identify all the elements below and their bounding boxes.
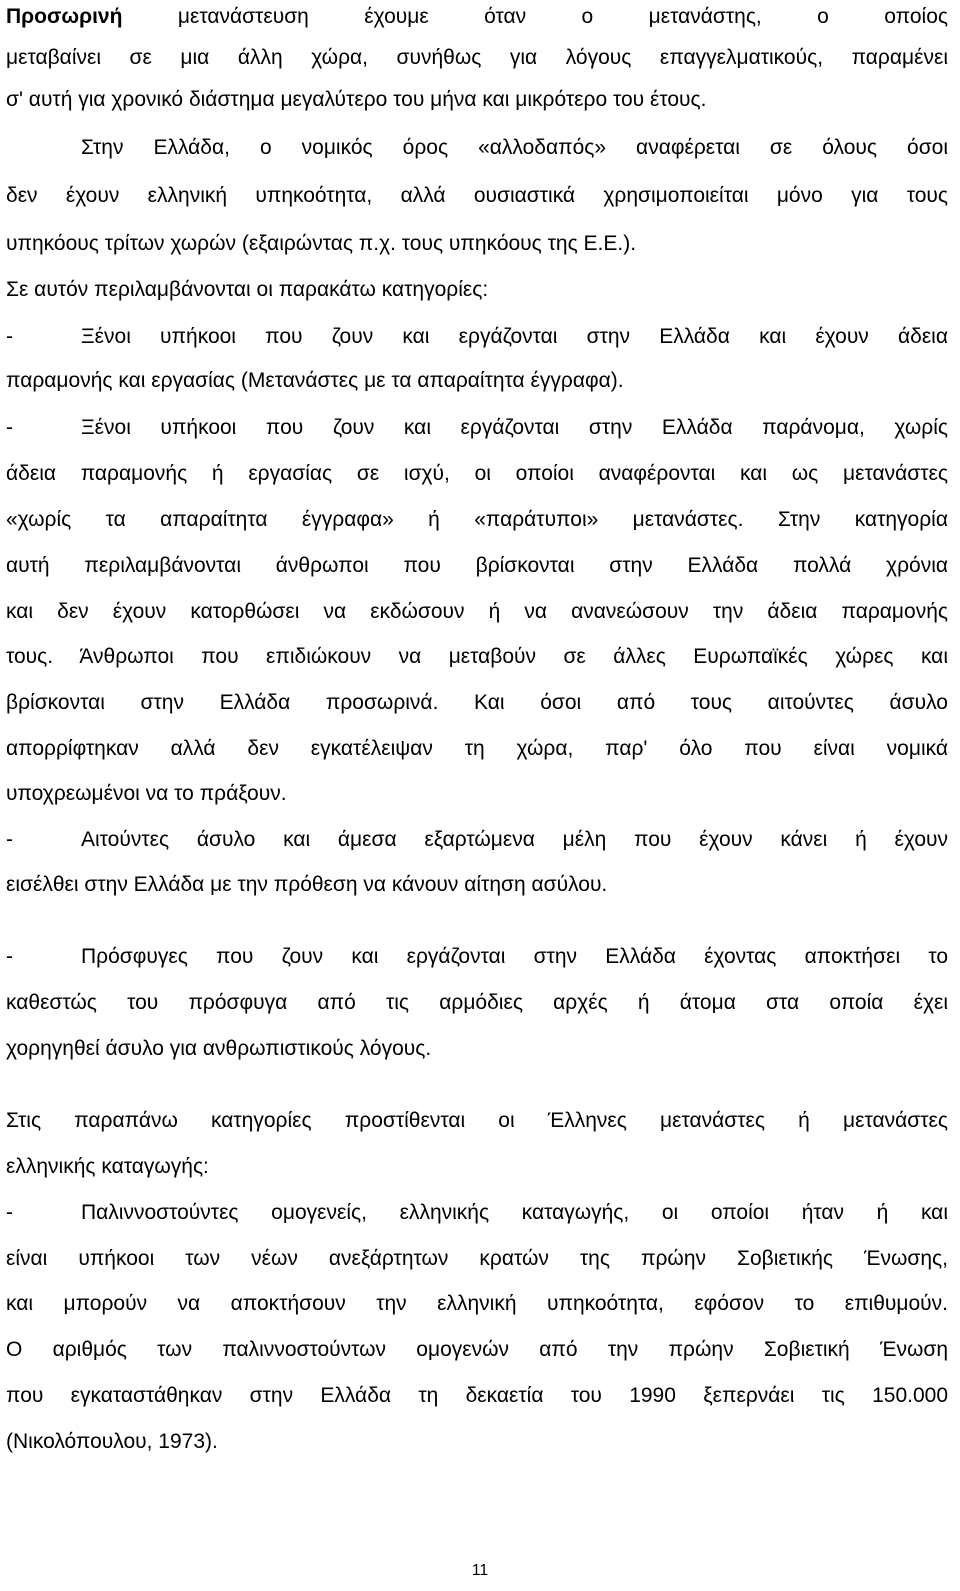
text-line: άδεια παραμονής ή εργασίας σε ισχύ, οι οποίοι αναφέρονται και ως μετανάστες — [6, 462, 948, 485]
list-item: - Ξένοι υπήκοοι που ζουν και εργάζονται στην Ελλάδα παράνομα, χωρίς — [6, 413, 948, 443]
text-line: «χωρίς τα απαραίτητα έγγραφα» ή «παράτυποι» μετανάστες. Στην κατηγορία — [6, 508, 948, 531]
text-line: Σε αυτόν περιλαμβάνονται οι παρακάτω κατηγορίες: — [6, 278, 489, 301]
text-line: Ο αριθμός των παλιννοστούντων ομογενών από την πρώην Σοβιετική Ένωση — [6, 1338, 948, 1361]
list-item: - Πρόσφυγες που ζουν και εργάζονται στην Ελλάδα έχοντας αποκτήσει το — [6, 942, 948, 972]
text-line: ελληνικής καταγωγής: — [6, 1155, 209, 1178]
bullet-dash: - — [6, 828, 13, 851]
page-number: 11 — [471, 1562, 489, 1579]
bullet-dash: - — [6, 945, 13, 968]
bullet-dash: - — [6, 416, 13, 439]
text-line: (Νικολόπουλου, 1973). — [6, 1430, 218, 1453]
list-item: - Αιτούντες άσυλο και άμεσα εξαρτώμενα μέλη που έχουν κάνει ή έχουν — [6, 825, 948, 855]
text-line: υπηκόους τρίτων χωρών (εξαιρώντας π.χ. τους υπηκόους της Ε.Ε.). — [6, 232, 637, 255]
text-line: απορρίφτηκαν αλλά δεν εγκατέλειψαν τη χώρα, παρ' όλο που είναι νομικά — [6, 737, 948, 760]
text-line: και μπορούν να αποκτήσουν την ελληνική υπηκοότητα, εφόσον το επιθυμούν. — [6, 1292, 948, 1315]
text-line: μεταβαίνει σε μια άλλη χώρα, συνήθως για λόγους επαγγελματικούς, παραμένει — [6, 46, 948, 69]
text-line: χορηγηθεί άσυλο για ανθρωπιστικούς λόγους. — [6, 1037, 432, 1060]
text-line: και δεν έχουν κατορθώσει να εκδώσουν ή να ανανεώσουν την άδεια παραμονής — [6, 600, 948, 623]
bullet-dash: - — [6, 1201, 13, 1224]
list-item: - Παλιννοστούντες ομογενείς, ελληνικής καταγωγής, οι οποίοι ήταν ή και — [6, 1198, 948, 1228]
bold-term: Προσωρινή — [6, 5, 123, 28]
text-line: βρίσκονται στην Ελλάδα προσωρινά. Και όσοι από τους αιτούντες άσυλο — [6, 691, 948, 714]
text-line: αυτή περιλαμβάνονται άνθρωποι που βρίσκονται στην Ελλάδα πολλά χρόνια — [6, 554, 948, 577]
text-line: που εγκαταστάθηκαν στην Ελλάδα τη δεκαετία του 1990 ξεπερνάει τις 150.000 — [6, 1384, 948, 1407]
list-item: - Ξένοι υπήκοοι που ζουν και εργάζονται στην Ελλάδα και έχουν άδεια — [6, 322, 948, 352]
text-line: Στην Ελλάδα, ο νομικός όρος «αλλοδαπός» αναφέρεται σε όλους όσοι — [81, 136, 948, 159]
text-line: Στις παραπάνω κατηγορίες προστίθενται οι Έλληνες μετανάστες ή μετανάστες — [6, 1109, 948, 1132]
text-line: είναι υπήκοοι των νέων ανεξάρτητων κρατών της πρώην Σοβιετικής Ένωσης, — [6, 1247, 948, 1270]
text-line: καθεστώς του πρόσφυγα από τις αρμόδιες αρχές ή άτομα στα οποία έχει — [6, 991, 948, 1014]
bullet-dash: - — [6, 325, 13, 348]
text-line: υποχρεωμένοι να το πράξουν. — [6, 782, 287, 805]
text-line: εισέλθει στην Ελλάδα με την πρόθεση να κάνουν αίτηση ασύλου. — [6, 873, 608, 896]
text-line: τους. Άνθρωποι που επιδιώκουν να μεταβούν σε άλλες Ευρωπαϊκές χώρες και — [6, 645, 948, 668]
text-line: δεν έχουν ελληνική υπηκοότητα, αλλά ουσιαστικά χρησιμοποιείται μόνο για τους — [6, 184, 948, 207]
text-line: Προσωρινή μετανάστευση έχουμε όταν ο μετανάστης, ο οποίος — [6, 5, 948, 28]
text-line: σ' αυτή για χρονικό διάστημα μεγαλύτερο του μήνα και μικρότερο του έτους. — [6, 88, 707, 111]
text-line: παραμονής και εργασίας (Μετανάστες με τα απαραίτητα έγγραφα). — [6, 369, 624, 392]
